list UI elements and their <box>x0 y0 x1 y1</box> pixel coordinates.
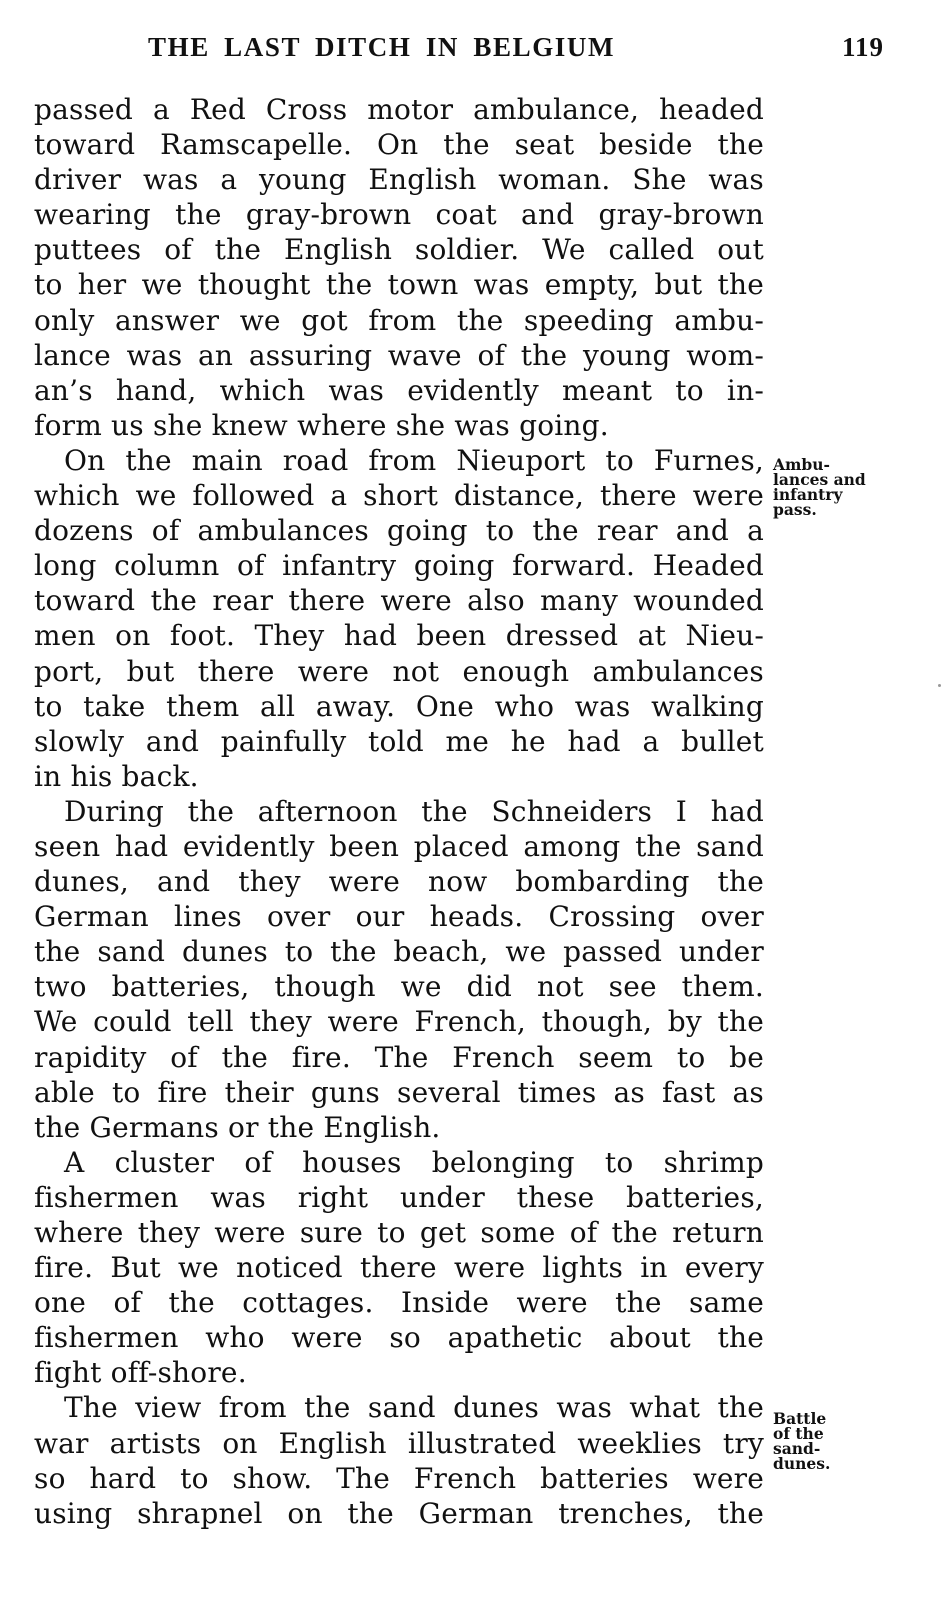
body-line: The view from the sand dunes was what the <box>64 1391 764 1425</box>
body-line: toward Ramscapelle. On the seat beside the <box>34 128 764 162</box>
body-line: fire. But we noticed there were lights in every <box>34 1251 764 1285</box>
sidenote-line: Battle <box>773 1409 827 1428</box>
body-line: slowly and painfully told me he had a bullet <box>34 724 764 758</box>
body-line: German lines over our heads. Crossing over <box>34 900 764 934</box>
sidenote-line: sand- <box>773 1439 821 1458</box>
sidenote-line: infantry <box>773 485 843 504</box>
body-line: the sand dunes to the beach, we passed under <box>34 935 764 969</box>
sidenote-line: of the <box>773 1424 824 1443</box>
body-line: lance was an assuring wave of the young wom- <box>34 338 764 372</box>
sidenote-line: Ambu- <box>773 455 830 474</box>
body-line: fishermen who were so apathetic about the <box>34 1321 764 1355</box>
sidenote-battle <box>773 1411 830 1471</box>
body-line: port, but there were not enough ambulances <box>34 654 764 688</box>
body-line: to take them all away. One who was walking <box>34 689 764 723</box>
body-line: We could tell they were French, though, by the <box>34 1005 764 1039</box>
body-line: one of the cottages. Inside were the same <box>34 1286 764 1320</box>
body-line: rapidity of the fire. The French seem to be <box>34 1040 764 1074</box>
body-line: fishermen was right under these batteries, <box>34 1180 764 1214</box>
body-line: only answer we got from the speeding ambu- <box>34 303 764 337</box>
body-line: passed a Red Cross motor ambulance, headed <box>34 93 764 126</box>
body-line: puttees of the English soldier. We called out <box>34 233 764 267</box>
body-line: wearing the gray-brown coat and gray-brown <box>34 198 764 232</box>
body-line: where they were sure to get some of the return <box>34 1216 764 1249</box>
body-line: A cluster of houses belonging to shrimp <box>64 1145 764 1179</box>
body-line: using shrapnel on the German trenches, the <box>34 1496 764 1530</box>
sidenote-line: lances and <box>773 470 866 489</box>
body-line: so hard to show. The French batteries were <box>34 1461 764 1495</box>
sidenote-ambulances <box>773 457 866 517</box>
body-line: dunes, and they were now bombarding the <box>34 865 764 899</box>
body-line: fight off-shore. <box>34 1356 247 1390</box>
body-line: driver was a young English woman. She was <box>34 163 764 197</box>
running-head: THE LAST DITCH IN BELGIUM <box>148 32 616 62</box>
page-number: 119 <box>842 32 885 62</box>
body-line: toward the rear there were also many wounded <box>34 584 764 618</box>
body-line: long column of infantry going forward. Headed <box>34 549 764 583</box>
body-line: war artists on English illustrated weeklies try <box>34 1426 764 1460</box>
body-line: able to fire their guns several times as fast as <box>34 1075 764 1109</box>
sidenote-line: dunes. <box>773 1454 831 1473</box>
body-line: dozens of ambulances going to the rear and a <box>34 514 764 548</box>
body-line: the Germans or the English. <box>34 1110 441 1144</box>
text-column <box>34 92 764 1531</box>
body-line: to her we thought the town was empty, but the <box>34 268 764 302</box>
stray-mark <box>938 684 941 687</box>
body-line: two batteries, though we did not see them. <box>34 970 764 1004</box>
body-line: an’s hand, which was evidently meant to in- <box>34 373 764 407</box>
body-line: During the afternoon the Schneiders I had <box>64 794 764 828</box>
body-line: form us she knew where she was going. <box>34 408 609 442</box>
body-line: which we followed a short distance, there were <box>34 479 764 513</box>
body-line: in his back. <box>34 759 199 793</box>
body-line: seen had evidently been placed among the sand <box>34 829 764 863</box>
sidenote-line: pass. <box>773 500 817 519</box>
body-line: men on foot. They had been dressed at Nieu- <box>34 619 764 653</box>
body-line: On the main road from Nieuport to Furnes, <box>64 443 764 477</box>
